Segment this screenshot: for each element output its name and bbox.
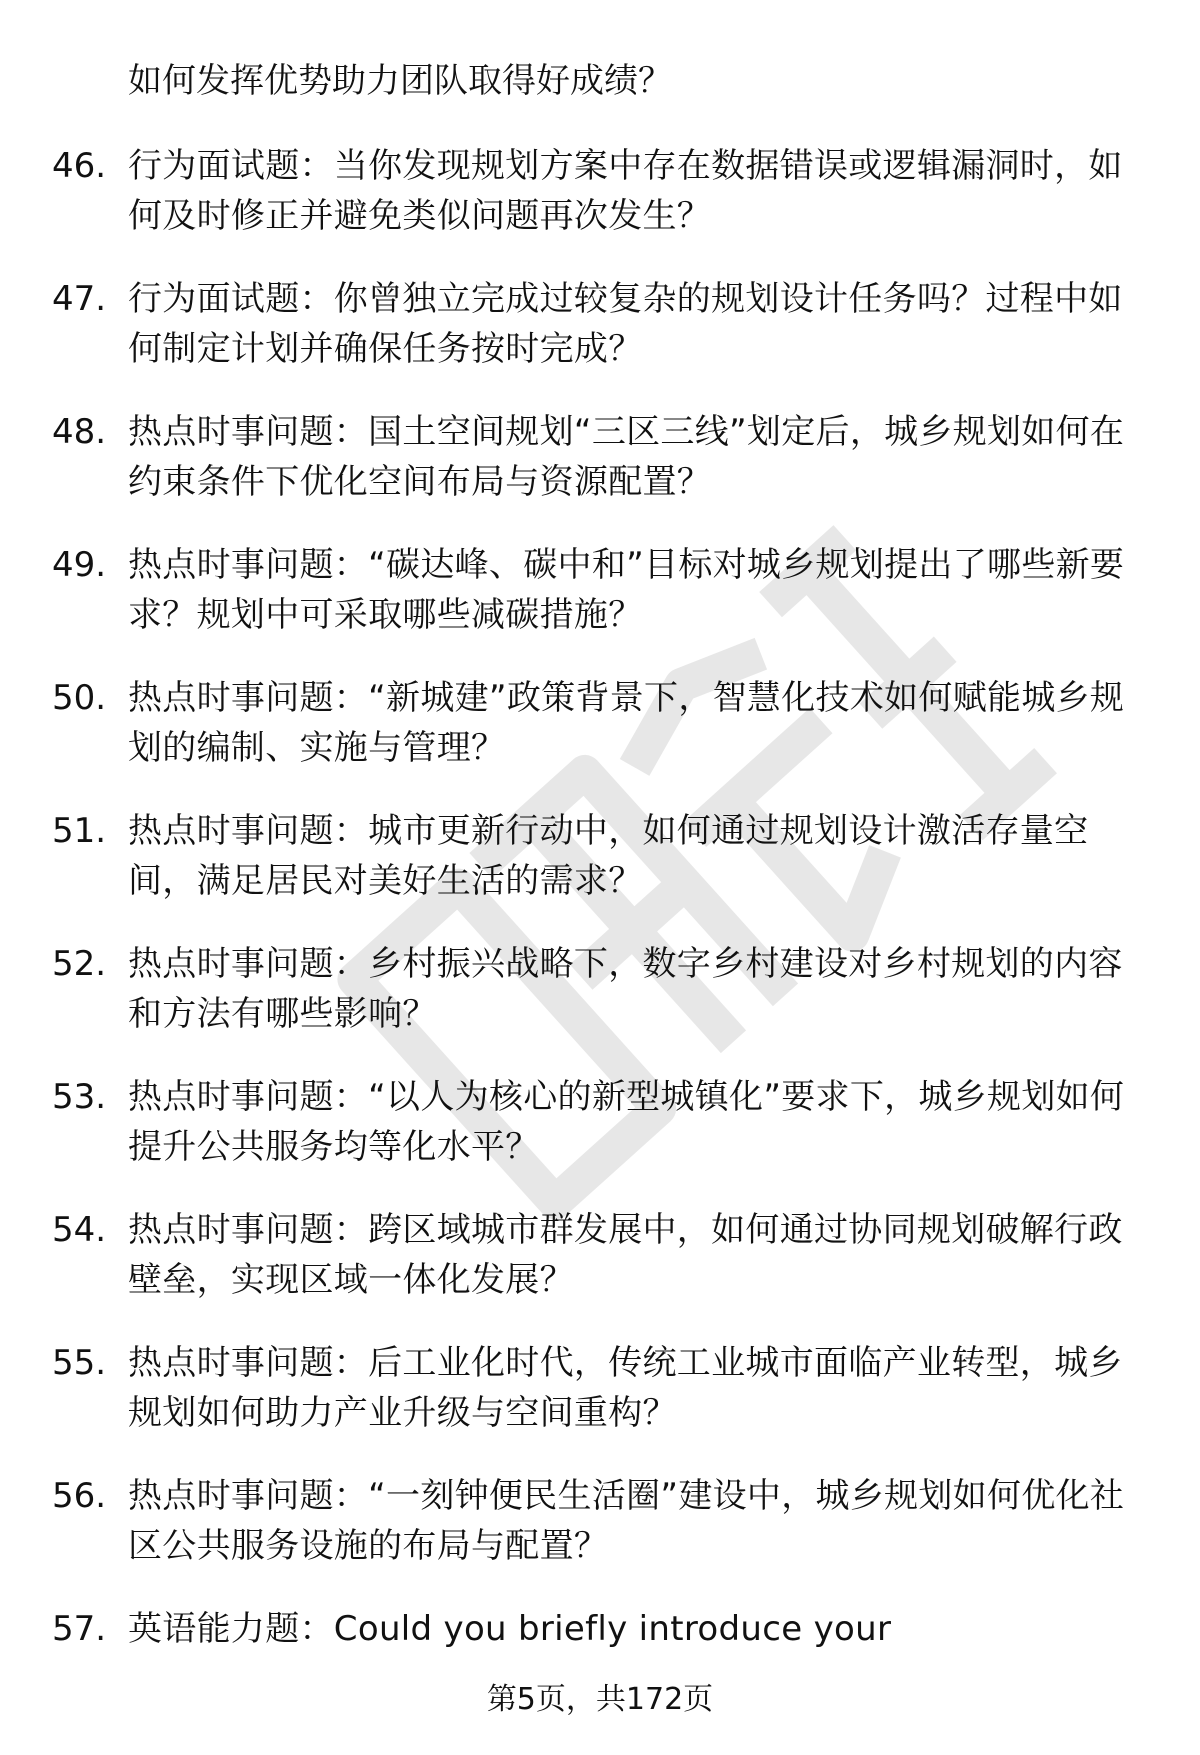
question-text: 热点时事问题：乡村振兴战略下，数字乡村建设对乡村规划的内容和方法有哪些影响？ xyxy=(128,944,1123,1034)
question-text: 行为面试题：你曾独立完成过较复杂的规划设计任务吗？过程中如何制定计划并确保任务按时完成？ xyxy=(128,279,1123,369)
question-number: 57. xyxy=(52,1609,107,1649)
question-number: 55. xyxy=(52,1343,107,1383)
question-text: 热点时事问题：“碳达峰、碳中和”目标对城乡规划提出了哪些新要求？规划中可采取哪些减碳措施？ xyxy=(128,545,1125,635)
question-number: 52. xyxy=(52,944,107,984)
question-number: 49. xyxy=(52,545,107,585)
continuation-line: 如何发挥优势助力团队取得好成绩？ xyxy=(128,61,672,101)
question-text: 热点时事问题：“一刻钟便民生活圈”建设中，城乡规划如何优化社区公共服务设施的布局与配置？ xyxy=(128,1476,1125,1566)
list-item xyxy=(52,1205,1152,1338)
question-number: 51. xyxy=(52,811,107,851)
question-text: 英语能力题：Could you briefly introduce your xyxy=(128,1609,892,1649)
question-text: 热点时事问题：“新城建”政策背景下，智慧化技术如何赋能城乡规划的编制、实施与管理？ xyxy=(128,678,1125,768)
question-text: 热点时事问题：跨区域城市群发展中，如何通过协同规划破解行政壁垒，实现区域一体化发展？ xyxy=(128,1210,1123,1300)
question-number: 47. xyxy=(52,279,107,319)
question-number: 53. xyxy=(52,1077,107,1117)
question-number: 54. xyxy=(52,1210,107,1250)
list-item xyxy=(52,1338,1152,1471)
list-item xyxy=(52,1072,1152,1205)
list-item xyxy=(52,141,1152,274)
question-list xyxy=(52,141,1152,1737)
question-number: 48. xyxy=(52,412,107,452)
page-footer: 第5页，共172页 xyxy=(486,1682,714,1717)
list-item xyxy=(52,673,1152,806)
question-number: 56. xyxy=(52,1476,107,1516)
question-text: 热点时事问题：城市更新行动中，如何通过规划设计激活存量空间，满足居民对美好生活的需求？ xyxy=(128,811,1089,901)
question-text: 热点时事问题：国土空间规划“三区三线”划定后，城乡规划如何在约束条件下优化空间布局与资源配置？ xyxy=(128,412,1125,502)
list-item xyxy=(52,407,1152,540)
question-text: 行为面试题：当你发现规划方案中存在数据错误或逻辑漏洞时，如何及时修正并避免类似问题再次发生？ xyxy=(128,146,1123,236)
list-item xyxy=(52,806,1152,939)
question-number: 46. xyxy=(52,146,107,186)
list-item xyxy=(52,939,1152,1072)
list-item xyxy=(52,1471,1152,1604)
question-number: 50. xyxy=(52,678,107,718)
list-item xyxy=(52,274,1152,407)
question-text: 热点时事问题：后工业化时代，传统工业城市面临产业转型，城乡规划如何助力产业升级与空间重构？ xyxy=(128,1343,1123,1433)
list-item xyxy=(52,540,1152,673)
question-text: 热点时事问题：“以人为核心的新型城镇化”要求下，城乡规划如何提升公共服务均等化水平？ xyxy=(128,1077,1125,1167)
